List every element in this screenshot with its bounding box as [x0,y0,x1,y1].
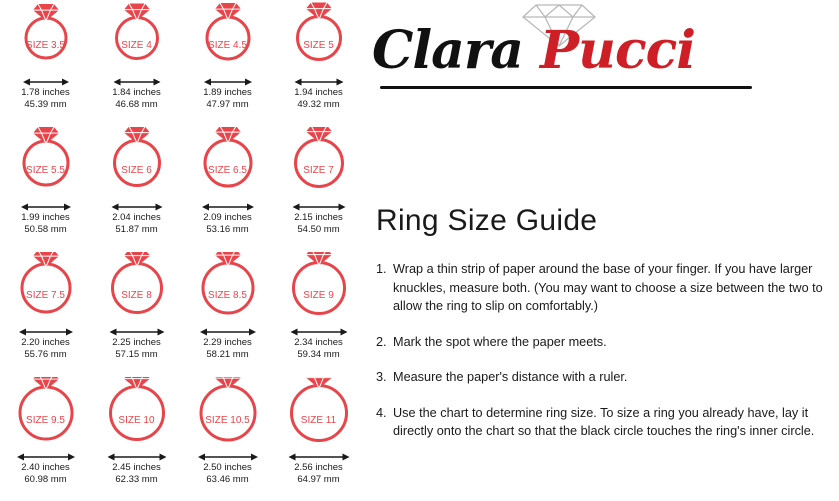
ring-illustration [182,125,273,201]
ring-size-label: SIZE 7.5 [26,290,65,301]
ring-illustration [273,125,364,201]
ring-size-cell [91,250,182,375]
measurement-mm: 64.97 mm [297,473,340,485]
ring-size-cell [273,375,364,500]
step-number: 1. [376,262,387,276]
ring-size-cell [182,250,273,375]
ring-size-label: SIZE 10 [118,415,155,426]
ring-measurement [91,87,182,110]
ring-size-label: SIZE 8.5 [208,290,247,301]
measurement-mm: 47.97 mm [206,98,249,110]
measurement-inches: 1.94 inches [294,87,343,98]
instruction-steps [376,260,828,441]
measurement-inches: 2.34 inches [294,337,343,348]
step-number: 4. [376,405,387,420]
ring-illustration [273,250,364,326]
instruction-step [376,333,828,352]
ring-illustration [182,0,273,76]
ring-measurement [0,462,91,485]
logo-underline [380,86,752,89]
ring-size-cell [273,0,364,125]
measurement-mm: 46.68 mm [115,98,158,110]
ring-size-label: SIZE 5.5 [26,165,65,176]
ring-measurement [91,212,182,235]
brand-second-word: Pucci [540,20,696,81]
measurement-mm: 54.50 mm [297,223,340,235]
measurement-inches: 2.09 inches [203,212,252,223]
ring-size-chart [0,0,364,501]
ring-illustration [0,125,91,201]
ring-size-label: SIZE 8 [121,290,152,301]
ring-size-cell [273,125,364,250]
ring-measurement [0,337,91,360]
instruction-step [376,368,828,387]
ring-size-cell [91,125,182,250]
instruction-step [376,260,828,316]
step-text: Wrap a thin strip of paper around the base of your finger. If you have larger knuckles, measure both. (You may want to choose a size between the two to allow the ring to slip on comfortably.) [393,262,823,313]
measurement-inches: 1.99 inches [21,212,70,223]
step-text: Measure the paper's distance with a ruler. [393,370,628,384]
ring-size-cell [182,0,273,125]
measurement-inches: 2.56 inches [294,462,343,473]
ring-illustration [91,125,182,201]
ring-measurement [91,462,182,485]
measurement-inches: 2.40 inches [21,462,70,473]
ring-size-cell [182,125,273,250]
step-text: Mark the spot where the paper meets. [393,334,607,349]
ring-measurement [182,462,273,485]
ring-size-label: SIZE 3.5 [26,40,65,51]
ring-measurement [273,337,364,360]
ring-size-cell [0,375,91,500]
ring-measurement [182,87,273,110]
ring-size-cell [91,0,182,125]
ring-illustration [0,0,91,76]
right-column [368,0,839,501]
step-text: Use the chart to determine ring size. To size a ring you already have, lay it directly onto the chart so that the black circle touches the ring's inner circle. [393,405,815,438]
ring-measurement [0,212,91,235]
ring-measurement [182,212,273,235]
ring-size-cell [182,375,273,500]
measurement-inches: 1.89 inches [203,87,252,98]
ring-size-label: SIZE 6 [121,165,152,176]
ring-size-cell [0,0,91,125]
ring-illustration [91,0,182,76]
ring-illustration [182,375,273,451]
ring-illustration [91,375,182,451]
ring-size-label: SIZE 4.5 [208,40,247,51]
ring-size-label: SIZE 9.5 [26,415,65,426]
ring-illustration [182,250,273,326]
ring-size-cell [0,250,91,375]
brand-logo [368,0,839,108]
measurement-mm: 45.39 mm [24,98,67,110]
ring-size-label: SIZE 7 [303,165,334,176]
ring-size-cell [0,125,91,250]
brand-first-word: Clara [372,20,523,81]
ring-size-label: SIZE 6.5 [208,165,247,176]
ring-size-label: SIZE 4 [121,40,152,51]
measurement-mm: 63.46 mm [206,473,249,485]
ring-size-label: SIZE 10.5 [205,415,250,426]
measurement-inches: 2.25 inches [112,337,161,348]
ring-measurement [273,462,364,485]
ring-measurement [273,212,364,235]
ring-measurement [91,337,182,360]
ring-size-label: SIZE 9 [303,290,334,301]
measurement-inches: 2.45 inches [112,462,161,473]
instruction-step [376,404,828,441]
measurement-inches: 1.78 inches [21,87,70,98]
step-number: 3. [376,370,387,384]
ring-size-cell [273,250,364,375]
measurement-inches: 2.50 inches [203,462,252,473]
page-title: Ring Size Guide [376,204,598,237]
measurement-mm: 59.34 mm [297,348,340,360]
measurement-mm: 57.15 mm [115,348,158,360]
step-number: 2. [376,334,387,349]
ring-illustration [273,375,364,451]
measurement-mm: 60.98 mm [24,473,67,485]
measurement-mm: 55.76 mm [24,348,67,360]
measurement-inches: 2.15 inches [294,212,343,223]
ring-measurement [273,87,364,110]
measurement-inches: 2.20 inches [21,337,70,348]
measurement-mm: 62.33 mm [115,473,158,485]
ring-measurement [0,87,91,110]
ring-measurement [182,337,273,360]
measurement-inches: 2.29 inches [203,337,252,348]
measurement-mm: 53.16 mm [206,223,249,235]
ring-illustration [0,250,91,326]
ring-size-label: SIZE 11 [300,415,337,426]
measurement-mm: 50.58 mm [24,223,67,235]
measurement-inches: 1.84 inches [112,87,161,98]
measurement-mm: 58.21 mm [206,348,249,360]
ring-illustration [273,0,364,76]
ring-size-label: SIZE 5 [303,40,334,51]
measurement-mm: 51.87 mm [115,223,158,235]
measurement-mm: 49.32 mm [297,98,340,110]
ring-illustration [0,375,91,451]
ring-size-cell [91,375,182,500]
measurement-inches: 2.04 inches [112,212,161,223]
ring-illustration [91,250,182,326]
brand-wordmark [372,20,772,81]
